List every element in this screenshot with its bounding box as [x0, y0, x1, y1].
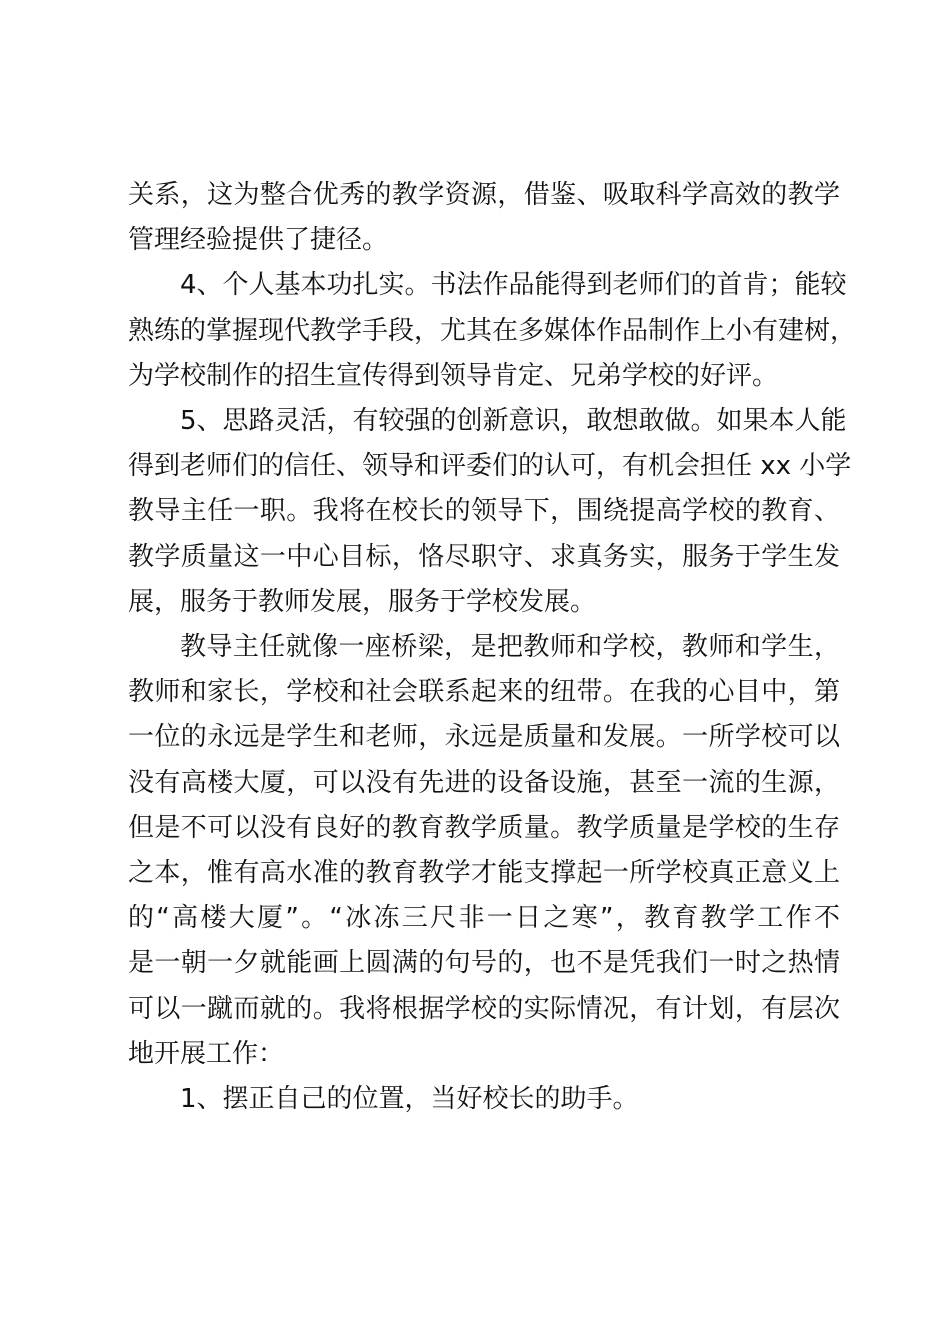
- paragraph-continuation: [128, 173, 840, 263]
- text-line: 地开展工作：: [128, 1038, 285, 1069]
- paragraph-item-5: [128, 399, 852, 625]
- text-line: 管理经验提供了捷径。: [128, 225, 389, 256]
- text-line: 教导主任就像一座桥梁，是把教师和学校，教师和学生，: [180, 632, 840, 663]
- text-line: 关系，这为整合优秀的教学资源，借鉴、吸取科学高效的教学: [128, 180, 840, 210]
- paragraph-item-4: [128, 263, 857, 399]
- text-line: 教师和家长，学校和社会联系起来的纽带。在我的心目中，第: [128, 677, 840, 708]
- text-line: 是一朝一夕就能画上圆满的句号的，也不是凭我们一时之热情: [128, 948, 840, 979]
- text-line: 得到老师们的信任、领导和评委们的认可，有机会担任 xx 小学: [128, 451, 852, 482]
- text-line: 1、摆正自己的位置，当好校长的助手。: [180, 1084, 639, 1115]
- text-line: 5、思路灵活，有较强的创新意识，敢想敢做。如果本人能: [180, 406, 847, 437]
- document-body: [128, 173, 857, 1122]
- text-line: 展，服务于教师发展，服务于学校发展。: [128, 586, 597, 617]
- text-line: 4、个人基本功扎实。书法作品能得到老师们的首肯；能较: [180, 270, 847, 301]
- text-line: 之本，惟有高水准的教育教学才能支撑起一所学校真正意义上: [128, 858, 840, 889]
- text-line: 一位的永远是学生和老师，永远是质量和发展。一所学校可以: [128, 722, 840, 753]
- text-line: 为学校制作的招生宣传得到领导肯定、兄弟学校的好评。: [128, 360, 779, 391]
- text-line: 可以一蹴而就的。我将根据学校的实际情况，有计划，有层次: [128, 993, 840, 1024]
- text-line: 的“高楼大厦”。“冰冻三尺非一日之寒”，教育教学工作不: [128, 903, 840, 934]
- text-line: 但是不可以没有良好的教育教学质量。教学质量是学校的生存: [128, 812, 840, 843]
- paragraph-plan-item-1: [128, 1077, 840, 1122]
- text-line: 教学质量这一中心目标，恪尽职守、求真务实，服务于学生发: [128, 541, 840, 572]
- text-line: 没有高楼大厦，可以没有先进的设备设施，甚至一流的生源，: [128, 767, 840, 798]
- paragraph-director-role: [128, 625, 840, 1077]
- text-line: 教导主任一职。我将在校长的领导下，围绕提高学校的教育、: [128, 496, 840, 527]
- text-line: 熟练的掌握现代教学手段，尤其在多媒体作品制作上小有建树，: [128, 315, 857, 346]
